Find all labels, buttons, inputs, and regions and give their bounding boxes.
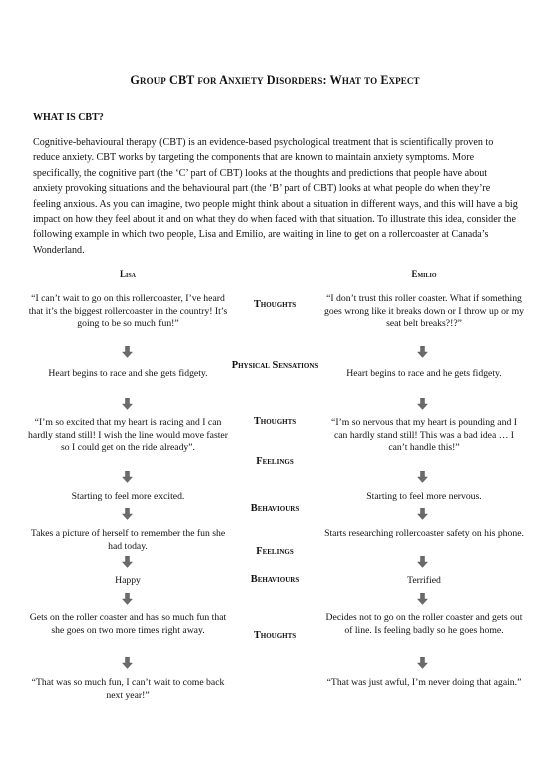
intro-paragraph: Cognitive-behavioural therapy (CBT) is an evidence-based psychological treatment that is scientifically proven to reduce anxiety. CBT works by targeting the components that are known to maintain anxiety symptoms. More specifically, the cognitive part (the ‘C’ part of CBT) looks at the thoughts and predictions that people have about anxiety provoking situations and the behavioural part (the ‘B’ part of CBT) looks at what people do when they’re feeling anxious. As you can imagine, two people might think about a situation in different ways, and this will have a big impact on how they feel about it and on what they do when faced with that situation. To illustrate this idea, consider the following example in which two people, Lisa and Emilio, are waiting in line to get on a rollercoaster at Canada’s Wonderland. <box>33 137 518 256</box>
emilio-thought-1: “I don’t trust this roller coaster. What if something goes wrong like it breaks down or I throw up or my seat belt breaks?!?” <box>324 293 524 330</box>
lisa-feeling-1: Starting to feel more excited. <box>71 491 185 502</box>
label-feelings-1: Feelings <box>256 456 294 467</box>
down-arrow-icon <box>417 508 428 520</box>
down-arrow-icon <box>122 471 133 483</box>
emilio-physical: Heart begins to race and he gets fidgety. <box>346 368 502 379</box>
down-arrow-icon <box>122 398 133 410</box>
label-behaviours-2: Behaviours <box>250 574 300 585</box>
label-behaviours-1: Behaviours <box>250 503 300 514</box>
down-arrow-icon <box>417 471 428 483</box>
down-arrow-icon <box>122 346 133 358</box>
emilio-feeling-2: Terrified <box>407 575 441 586</box>
down-arrow-icon <box>122 508 133 520</box>
lisa-feeling-2: Happy <box>115 575 141 586</box>
down-arrow-icon <box>417 657 428 669</box>
lisa-column-header: Lisa <box>119 269 136 279</box>
down-arrow-icon <box>122 657 133 669</box>
emilio-feeling-1: Starting to feel more nervous. <box>366 491 482 502</box>
section-heading: WHAT IS CBT? <box>33 112 104 123</box>
label-feelings-2: Feelings <box>256 546 294 557</box>
lisa-thought-2: “I’m so excited that my heart is racing and I can hardly stand still! I wish the line would move faster so I could get on the ride already”. <box>28 417 228 454</box>
emilio-behaviour-2: Decides not to go on the roller coaster and gets out of line. Is feeling badly so he goes home. <box>325 612 523 636</box>
emilio-thought-3: “That was just awful, I’m never doing that again.” <box>326 677 522 688</box>
emilio-behaviour-1: Starts researching rollercoaster safety on his phone. <box>324 528 524 539</box>
label-thoughts-2: Thoughts <box>253 416 297 427</box>
label-physical-sensations: Physical Sensations <box>231 360 319 371</box>
down-arrow-icon <box>122 593 133 605</box>
emilio-column-header: Emilio <box>411 269 437 279</box>
lisa-thought-3: “That was so much fun, I can’t wait to come back next year!” <box>31 677 225 701</box>
lisa-behaviour-1: Takes a picture of herself to remember the fun she had today. <box>30 528 226 552</box>
lisa-thought-1: “I can’t wait to go on this rollercoaster, I’ve heard that it’s the biggest rollercoaster in the country! It’s going to be so much fun!” <box>28 293 228 330</box>
lisa-physical: Heart begins to race and she gets fidgety. <box>48 368 208 379</box>
down-arrow-icon <box>122 556 133 568</box>
emilio-thought-2: “I’m so nervous that my heart is pounding and I can hardly stand still! This was a bad idea … I can’t handle this!” <box>331 417 517 454</box>
down-arrow-icon <box>417 556 428 568</box>
lisa-behaviour-2: Gets on the roller coaster and has so much fun that she goes on two more times right away. <box>29 612 227 636</box>
page-title: Group CBT for Anxiety Disorders: What to Expect <box>130 73 420 87</box>
down-arrow-icon <box>417 398 428 410</box>
label-thoughts-3: Thoughts <box>253 630 297 641</box>
down-arrow-icon <box>417 593 428 605</box>
label-thoughts-1: Thoughts <box>253 299 297 310</box>
down-arrow-icon <box>417 346 428 358</box>
